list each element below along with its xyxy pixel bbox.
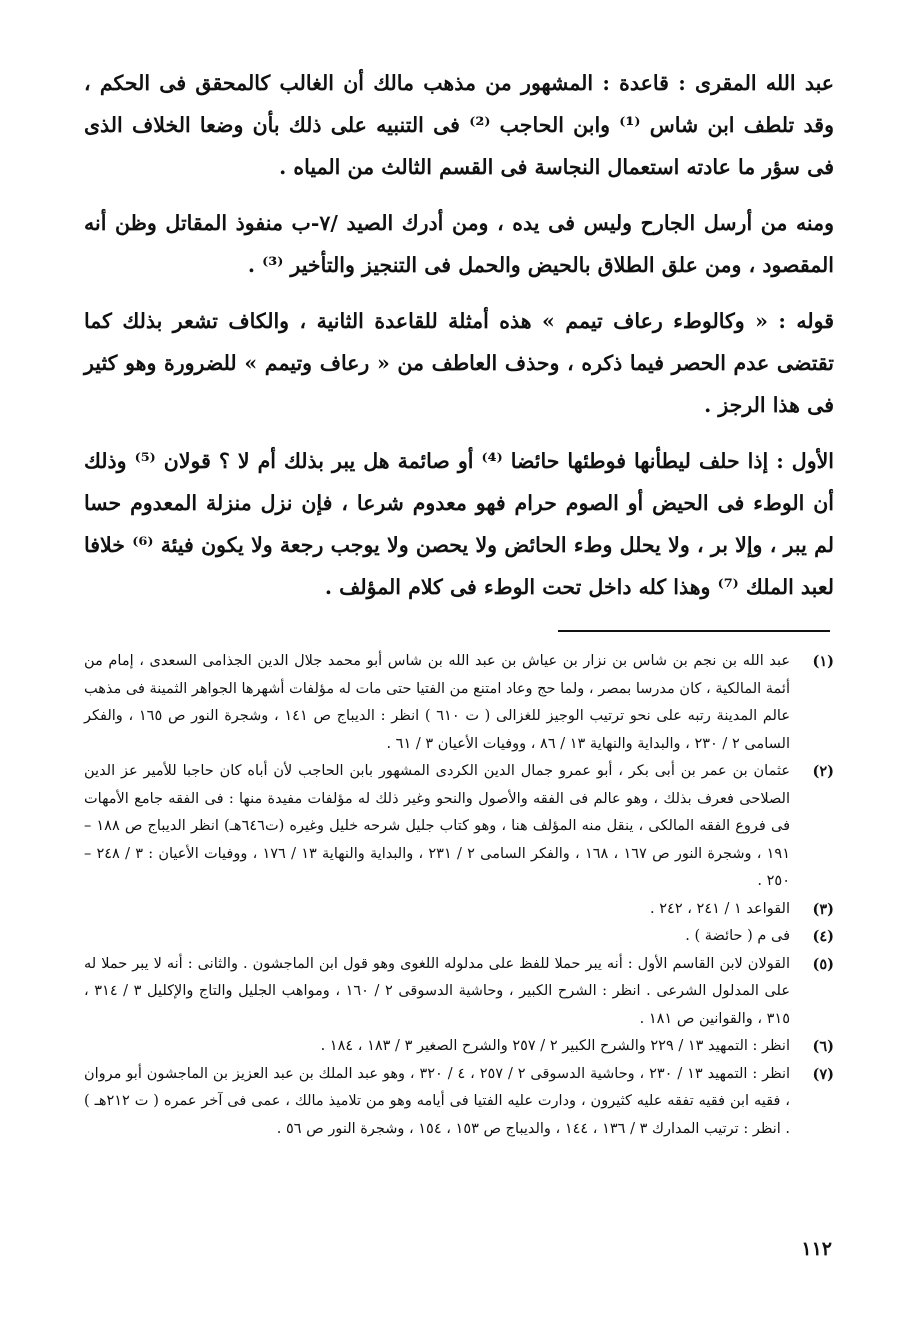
footnote-4 (84, 923, 834, 951)
page-number: ١١٢ (801, 1238, 832, 1260)
footnote-number: (٦) (812, 1038, 834, 1055)
footnote-number: (٤) (812, 928, 834, 945)
paragraph-2: ومنه من أرسل الجارح وليس فى يده ، ومن أدرك الصيد /٧-ب منفوذ المقاتل وظن أنه المقصود ، ومن علق الطلاق بالحيض والحمل فى التنجيز والتأخير ⁽³⁾ . (84, 211, 835, 277)
paragraph-3: قوله : « وكالوطء رعاف تيمم » هذه أمثلة للقاعدة الثانية ، والكاف تشعر بذلك كما تقتضى عدم الحصر فيما ذكره ، وحذف العاطف من « رعاف وتيمم » للضرورة وهو كثير فى هذا الرجز . (84, 309, 834, 417)
footnote-5 (84, 951, 834, 1034)
paragraph-4: الأول : إذا حلف ليطأنها فوطئها حائضا ⁽⁴⁾ أو صائمة هل يبر بذلك أم لا ؟ قولان ⁽⁵⁾ وذلك أن الوطء فى الحيض أو الصوم حرام فهو معدوم شرعا ، فإن نزل منزلة المعدوم حسا لم يبر ، وإلا بر ، ولا يحلل وطء الحائض ولا يحصن ولا يوجب رجعة ولا يكون فيئة ⁽⁶⁾ خلافا لعبد الملك ⁽⁷⁾ وهذا كله داخل تحت الوطء فى كلام المؤلف . (84, 449, 834, 599)
footnote-1 (84, 648, 834, 758)
footnote-3 (84, 896, 834, 924)
footnote-text: انظر : التمهيد ١٣ / ٢٣٠ ، وحاشية الدسوقى ٢ / ٢٥٧ ، ٤ / ٣٢٠ ، وهو عبد الملك بن عبد العزيز بن الماجشون أبو مروان ، فقيه ابن فقيه تفقه عليه كثيرون ، ودارت عليه الفتيا فى أيامه وهو من تلاميذ مالك ، عمى فى آخر عمره ( ت ٢١٢هـ ) . انظر : ترتيب المدارك ٣ / ١٣٦ ، ١٤٤ ، والديباج ص ١٥٣ ، ١٥٤ ، وشجرة النور ص ٥٦ . (84, 1065, 791, 1137)
footnote-text: القواعد ١ / ٢٤١ ، ٢٤٢ . (650, 900, 790, 917)
footnote-2 (84, 758, 834, 896)
footnote-text: عبد الله بن نجم بن شاس بن نزار بن عياش بن عبد الله بن شاس أبو محمد جلال الدين الجذامى السعدى ، إمام من أئمة المالكية ، كان مدرسا بمصر ، ولما حج وعاد امتنع من الفتيا حتى مات له مؤلفات أشهرها الجواهر الثمينة فى مذهب عالم المدينة رتبه على نحو ترتيب الوجيز للغزالى ( ت ٦١٠ ) انظر : الديباج ص ١٤١ ، وشجرة النور ص ١٦٥ ، والفكر السامى ٢ / ٢٣٠ ، والبداية والنهاية ١٣ / ٨٦ ، ووفيات الأعيان ٣ / ٦١ . (84, 653, 791, 752)
footnote-6 (84, 1033, 834, 1061)
footnote-number: (١) (812, 653, 834, 670)
footnote-number: (٣) (812, 900, 834, 918)
footnote-number: (٢) (812, 763, 834, 780)
footnote-text: عثمان بن عمر بن أبى بكر ، أبو عمرو جمال الدين الكردى المشهور بابن الحاجب لأن أباه كان حاجبا للأمير عز الدين الصلاحى فعرف بذلك ، وهو عالم فى الفقه والأصول والنحو وغير ذلك له مؤلفات مفيدة منها : فى الفقه جامع الأمهات فى فروع الفقه المالكى ، ينقل منه المؤلف هنا ، وهو كتاب جليل شرحه خليل وغيره (ت٦٤٦هـ) انظر الديباج ص ١٨٨ – ١٩١ ، وشجرة النور ص ١٦٧ ، ١٦٨ ، والفكر السامى ٢ / ٢٣١ ، والبداية والنهاية ١٣ / ١٧٦ ، ووفيات الأعيان : ٣ / ٢٤٨ – ٢٥٠ . (84, 763, 791, 889)
main-text (84, 62, 834, 622)
paragraph-1: عبد الله المقرى : قاعدة : المشهور من مذهب مالك أن الغالب كالمحقق فى الحكم ، وقد تلطف ابن شاس ⁽¹⁾ وابن الحاجب ⁽²⁾ فى التنبيه على ذلك بأن وضعا الخلاف الذى فى سؤر ما عادته استعمال النجاسة فى القسم الثالث من المياه . (84, 71, 834, 179)
footnote-text: انظر : التمهيد ١٣ / ٢٢٩ والشرح الكبير ٢ / ٢٥٧ والشرح الصغير ٣ / ١٨٣ ، ١٨٤ . (320, 1038, 790, 1054)
footnote-text: فى م ( حائضة ) . (685, 928, 790, 944)
footnotes (84, 648, 834, 1143)
footnote-number: (٧) (812, 1065, 834, 1083)
footnote-7 (84, 1061, 834, 1144)
footnote-text: القولان لابن القاسم الأول : أنه يبر حملا للفظ على مدلوله اللغوى وهو قول ابن الماجشون . والثانى : أنه لا يبر حملا له على المدلول الشرعى . انظر : الشرح الكبير ، وحاشية الدسوقى ٢ / ١٦٠ ، ومواهب الجليل والتاج والإكليل ٣ / ٣١٤ ، ٣١٥ ، والقوانين ص ١٨١ . (84, 955, 790, 1027)
footnote-number: (٥) (812, 955, 834, 973)
footnote-divider (558, 630, 830, 632)
